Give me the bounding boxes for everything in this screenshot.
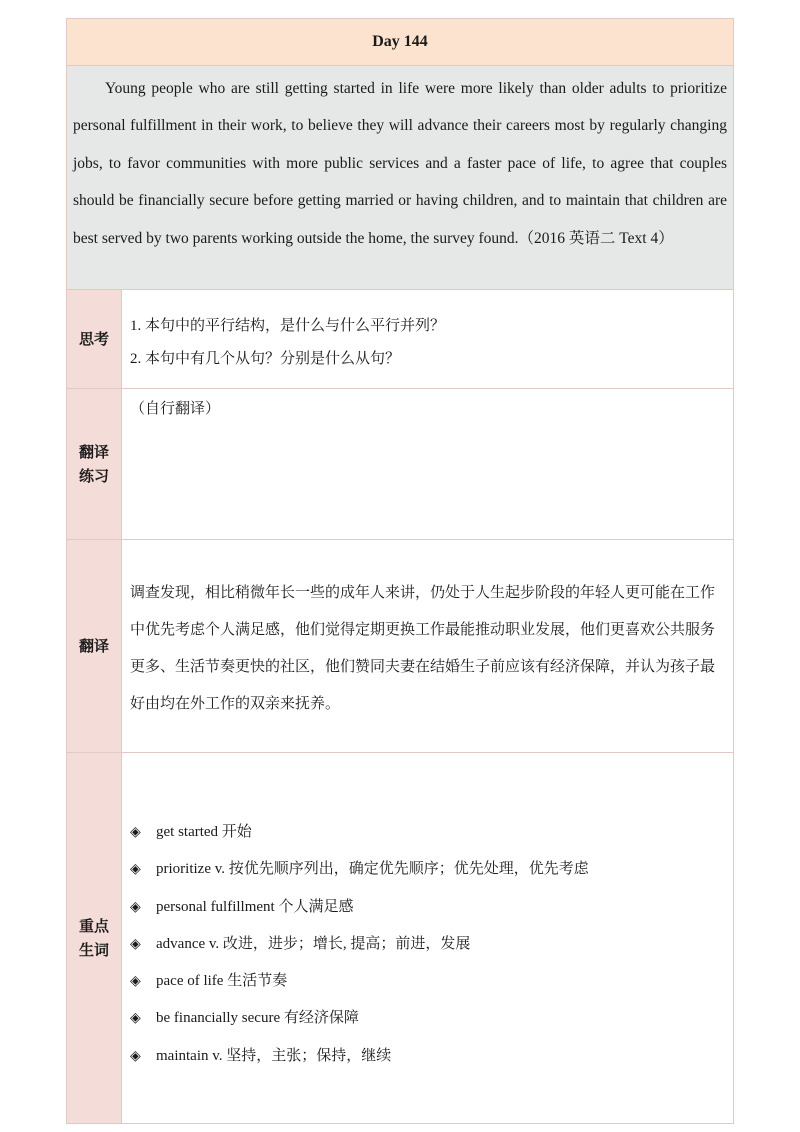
passage-text: Young people who are still getting started in life were more likely than older adults to prioritize personal fulfillment in their work, to believe they will advance their careers most by regularly changing jobs, to favor communities with more public services and a faster pace of life, to agree that couples should be financially secure before getting married or having children, and to maintain that children are best served by two parents working outside the home, the survey found.（2016 英语二 Text 4） (67, 66, 733, 290)
white-diamond-with-dot-icon: ◈ (130, 1047, 141, 1064)
white-diamond-with-dot-icon: ◈ (130, 861, 141, 878)
translation-section (67, 540, 733, 753)
vocab-item-text: get started 开始 (156, 824, 252, 840)
vocab-label-line-2: 生词 (78, 941, 109, 959)
think-content (122, 290, 733, 388)
vocab-item (130, 851, 733, 888)
white-diamond-with-dot-icon: ◈ (130, 1010, 141, 1027)
think-question-1: 1. 本句中的平行结构，是什么与什么平行并列？ (130, 318, 446, 334)
translation-content (122, 540, 733, 752)
vocab-item-text: be financially secure 有经济保障 (156, 1010, 359, 1027)
vocab-item (130, 814, 733, 851)
vocab-item (130, 889, 733, 926)
white-diamond-with-dot-icon: ◈ (130, 824, 141, 840)
vocab-item (130, 1000, 733, 1037)
study-sheet (66, 18, 734, 1124)
vocab-item-text: personal fulfillment 个人满足感 (156, 898, 354, 915)
practice-content[interactable] (122, 389, 733, 539)
white-diamond-with-dot-icon: ◈ (130, 935, 141, 952)
practice-label-line-1: 翻译 (78, 443, 109, 461)
vocab-item (130, 1038, 733, 1075)
practice-label (67, 389, 122, 539)
practice-label-line-2: 练习 (78, 467, 109, 485)
vocab-item (130, 926, 733, 963)
vocab-item-text: pace of life 生活节奏 (156, 973, 288, 990)
think-section (67, 290, 733, 389)
practice-placeholder: （自行翻译） (130, 401, 221, 417)
vocab-item-text: maintain v. 坚持，主张；保持，继续 (156, 1047, 392, 1064)
vocab-item (130, 963, 733, 1000)
vocab-section (67, 753, 733, 1123)
day-title: Day 144 (67, 19, 733, 66)
practice-section (67, 389, 733, 540)
translation-text: 调查发现，相比稍微年长一些的成年人来讲，仍处于人生起步阶段的年轻人更可能在工作中优先考虑个人满足感，他们觉得定期更换工作最能推动职业发展，他们更喜欢公共服务更多、生活节奏更快的社区，他们赞同夫妻在结婚生子前应该有经济保障，并认为孩子最好由均在外工作的双亲来抚养。 (130, 585, 716, 712)
think-question-2: 2. 本句中有几个从句？分别是什么从句？ (130, 351, 401, 367)
translation-label: 翻译 (67, 540, 122, 752)
think-label: 思考 (67, 290, 122, 388)
white-diamond-with-dot-icon: ◈ (130, 973, 141, 990)
vocab-item-text: advance v. 改进，进步；增长, 提高；前进，发展 (156, 935, 471, 952)
vocab-label-line-1: 重点 (78, 917, 109, 935)
white-diamond-with-dot-icon: ◈ (130, 898, 141, 915)
vocab-item-text: prioritize v. 按优先顺序列出，确定优先顺序；优先处理，优先考虑 (156, 861, 589, 878)
vocab-label (67, 753, 122, 1123)
vocab-content (122, 753, 733, 1123)
